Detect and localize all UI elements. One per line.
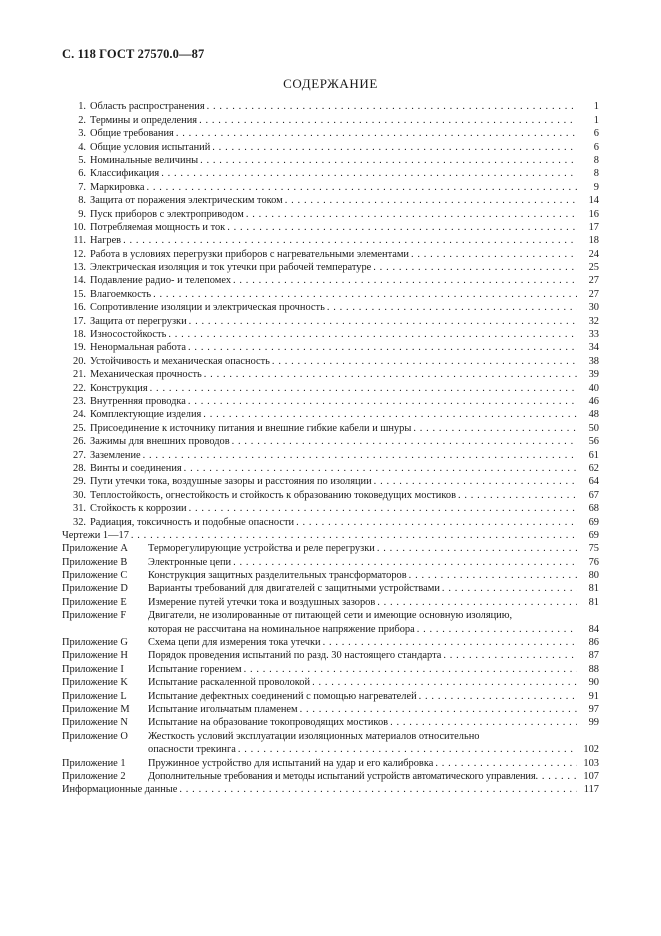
leader-dots: [419, 691, 577, 703]
entry-title: Жесткость условий эксплуатации изоляционных материалов относительно: [148, 730, 480, 742]
entry-page: 34: [588, 342, 599, 354]
leader-dots: [285, 195, 577, 207]
entry-number: 1.: [78, 101, 86, 113]
entry-number: 30.: [73, 489, 86, 501]
leader-dots: [233, 275, 577, 287]
toc-appendix: [62, 729, 599, 742]
entry-page: 17: [588, 221, 599, 233]
entry-number: 11.: [73, 235, 86, 247]
entry-number: 7.: [78, 181, 86, 193]
entry-page: 81: [588, 596, 599, 608]
appendix-label: Приложение K: [62, 677, 128, 689]
appendix-label: Приложение 2: [62, 770, 126, 782]
entry-number: 19.: [73, 342, 86, 354]
entry-number: 4.: [78, 141, 86, 153]
leader-dots: [203, 409, 577, 421]
entry-title: Измерение путей утечки тока и воздушных зазоров: [148, 596, 376, 608]
entry-page: 80: [588, 570, 599, 582]
toc-entry: [62, 341, 599, 354]
entry-page: 40: [588, 382, 599, 394]
entry-page: 18: [588, 235, 599, 247]
toc-entry: [62, 328, 599, 341]
toc-entry: [62, 448, 599, 461]
leader-dots: [131, 530, 577, 542]
entry-number: 8.: [78, 195, 86, 207]
entry-title: Классификация: [90, 168, 160, 180]
entry-page: 56: [588, 436, 599, 448]
entry-title: Термины и определения: [90, 114, 198, 126]
leader-dots: [413, 423, 577, 435]
leader-dots: [227, 222, 577, 234]
entry-page: 38: [588, 355, 599, 367]
toc-appendix: [62, 595, 599, 608]
entry-title: Испытание игольчатым пламенем: [148, 703, 298, 715]
entry-page: 84: [588, 623, 599, 635]
entry-title: Номинальные величины: [90, 154, 199, 166]
entry-page: 99: [588, 717, 599, 729]
leader-dots: [199, 115, 577, 127]
entry-title: Варианты требований для двигателей с защитными устройствами: [148, 583, 440, 595]
leader-dots: [143, 450, 577, 462]
entry-title: Испытание дефектных соединений с помощью нагревателей: [148, 690, 417, 702]
entry-page: 16: [588, 208, 599, 220]
leader-dots: [161, 168, 577, 180]
entry-page: 69: [588, 529, 599, 541]
toc-entry: [62, 354, 599, 367]
entry-page: 90: [588, 677, 599, 689]
entry-page: 91: [588, 690, 599, 702]
toc-title: СОДЕРЖАНИЕ: [283, 76, 378, 91]
leader-dots: [212, 142, 577, 154]
leader-dots: [327, 302, 577, 314]
entry-title: Пружинное устройство для испытаний на удар и его калибровка: [148, 757, 434, 769]
leader-dots: [409, 570, 577, 582]
entry-number: 23.: [73, 395, 86, 407]
entry-number: 17.: [73, 315, 86, 327]
entry-number: 10.: [73, 221, 86, 233]
toc-entry-drawings: [62, 529, 599, 542]
leader-dots: [232, 436, 577, 448]
leader-dots: [411, 249, 577, 261]
entry-number: 3.: [78, 128, 86, 140]
entry-title: Дополнительные требования и методы испытаний устройств автоматического управления: [148, 770, 536, 782]
toc-entry: [62, 100, 599, 113]
leader-dots: [123, 235, 577, 247]
appendix-label: Приложение L: [62, 690, 127, 702]
entry-page: 39: [588, 369, 599, 381]
leader-dots: [153, 289, 577, 301]
entry-page: 81: [588, 583, 599, 595]
entry-title: Испытание горением: [148, 663, 242, 675]
entry-page: 48: [588, 409, 599, 421]
entry-title: Электрическая изоляция и ток утечки при рабочей температуре: [90, 262, 372, 274]
entry-page: 107: [583, 770, 599, 782]
toc-entry: [62, 194, 599, 207]
entry-page: 103: [583, 757, 599, 769]
entry-title: Заземление: [90, 449, 141, 461]
leader-dots: [207, 101, 577, 113]
entry-number: 5.: [78, 154, 86, 166]
page-header: С. 118 ГОСТ 27570.0—87: [62, 47, 205, 61]
leader-dots: [312, 677, 577, 689]
entry-title: Терморегулирующие устройства и реле перегрузки: [148, 543, 375, 555]
appendix-label: Приложение 1: [62, 757, 126, 769]
leader-dots: [323, 637, 577, 649]
toc-appendix-continuation: [62, 743, 599, 756]
entry-page: 50: [588, 422, 599, 434]
entry-title: Пуск приборов с электроприводом: [90, 208, 244, 220]
entry-title: Сопротивление изоляции и электрическая прочность: [90, 302, 325, 314]
entry-title: Двигатели, не изолированные от питающей сети и имеющие основную изоляцию,: [148, 610, 513, 622]
leader-dots: [535, 771, 579, 783]
toc-appendix: [62, 636, 599, 649]
toc-entry: [62, 408, 599, 421]
toc-entry: [62, 234, 599, 247]
entry-title: Нагрев: [90, 235, 122, 247]
leader-dots: [377, 543, 577, 555]
leader-dots: [150, 383, 577, 395]
appendix-label: Приложение A: [62, 543, 128, 555]
leader-dots: [168, 329, 577, 341]
table-of-contents: [62, 100, 599, 796]
toc-appendix: [62, 569, 599, 582]
entry-page: 102: [583, 744, 599, 756]
entry-title: Винты и соединения: [90, 462, 182, 474]
entry-title: Испытание раскаленной проволокой: [148, 677, 311, 689]
appendix-label: Приложение D: [62, 583, 128, 595]
leader-dots: [238, 744, 577, 756]
leader-dots: [184, 463, 577, 475]
toc-entry: [62, 462, 599, 475]
entry-page: 32: [588, 315, 599, 327]
entry-number: 29.: [73, 476, 86, 488]
toc-appendix: [62, 662, 599, 675]
leader-dots: [189, 503, 577, 515]
toc-entry: [62, 488, 599, 501]
entry-page: 87: [588, 650, 599, 662]
entry-title: Влагоемкость: [90, 288, 152, 300]
leader-dots: [458, 490, 577, 502]
entry-number: 13.: [73, 262, 86, 274]
entry-page: 64: [588, 476, 599, 488]
entry-title: Радиация, токсичность и подобные опасности: [90, 516, 295, 528]
leader-dots: [244, 664, 577, 676]
toc-entry: [62, 221, 599, 234]
toc-appendix: [62, 649, 599, 662]
appendix-label: Приложение C: [62, 570, 128, 582]
appendix-label: Приложение B: [62, 556, 128, 568]
entry-title: Испытание на образование токопроводящих мостиков: [148, 717, 389, 729]
leader-dots: [233, 557, 577, 569]
leader-dots: [189, 316, 577, 328]
toc-entry: [62, 180, 599, 193]
entry-title: Область распространения: [90, 101, 205, 113]
entry-page: 33: [588, 329, 599, 341]
entry-page: 61: [588, 449, 599, 461]
toc-appendix: [62, 676, 599, 689]
leader-dots: [176, 128, 577, 140]
toc-entry: [62, 301, 599, 314]
entry-title: Ненормальная работа: [90, 342, 187, 354]
leader-dots: [300, 704, 577, 716]
entry-number: 32.: [73, 516, 86, 528]
toc-appendix: [62, 542, 599, 555]
entry-title: Работа в условиях перегрузки приборов с нагревательными элементами: [90, 248, 409, 260]
entry-number: 20.: [73, 355, 86, 367]
leader-dots: [272, 356, 577, 368]
entry-title: Устойчивость и механическая опасность: [90, 355, 270, 367]
entry-title: Электронные цепи: [148, 556, 232, 568]
entry-page: 88: [588, 663, 599, 675]
entry-page: 75: [588, 543, 599, 555]
entry-number: 28.: [73, 462, 86, 474]
entry-page: 86: [588, 637, 599, 649]
toc-entry: [62, 127, 599, 140]
toc-appendix: [62, 555, 599, 568]
toc-entry-info: [62, 783, 599, 796]
entry-title-continued: которая не рассчитана на номинальное напряжение прибора: [148, 623, 415, 635]
toc-entry: [62, 207, 599, 220]
entry-title: Механическая прочность: [90, 369, 202, 381]
entry-page: 30: [588, 302, 599, 314]
toc-appendix: [62, 689, 599, 702]
entry-number: 6.: [78, 168, 86, 180]
entry-title: Общие требования: [90, 128, 174, 140]
entry-number: 12.: [73, 248, 86, 260]
entry-number: 14.: [73, 275, 86, 287]
entry-title-continued: опасности трекинга: [148, 744, 236, 756]
toc-entry: [62, 515, 599, 528]
entry-page: 27: [588, 275, 599, 287]
leader-dots: [377, 597, 577, 609]
entry-title: Износостойкость: [90, 329, 167, 341]
toc-entry: [62, 368, 599, 381]
leader-dots: [204, 369, 577, 381]
toc-entry: [62, 475, 599, 488]
entry-title: Комплектующие изделия: [90, 409, 202, 421]
entry-page: 69: [588, 516, 599, 528]
leader-dots: [146, 182, 577, 194]
entry-page: 8: [593, 168, 599, 180]
entry-title: Информационные данные: [62, 784, 178, 796]
toc-entry: [62, 502, 599, 515]
toc-appendix: [62, 582, 599, 595]
toc-appendix: [62, 703, 599, 716]
entry-title: Подавление радио- и телепомех: [90, 275, 232, 287]
toc-entry: [62, 395, 599, 408]
leader-dots: [442, 583, 577, 595]
appendix-label: Приложение I: [62, 663, 124, 675]
toc-entry: [62, 381, 599, 394]
toc-entry: [62, 435, 599, 448]
entry-page: 117: [583, 784, 599, 796]
entry-page: 68: [588, 503, 599, 515]
toc-entry: [62, 274, 599, 287]
leader-dots: [188, 396, 577, 408]
leader-dots: [188, 342, 577, 354]
entry-page: 1: [593, 114, 599, 126]
entry-title: Присоединение к источнику питания и внешние гибкие кабели и шнуры: [90, 422, 412, 434]
entry-page: 6: [593, 128, 599, 140]
entry-title: Маркировка: [90, 181, 145, 193]
entry-page: 24: [588, 248, 599, 260]
toc-entry: [62, 247, 599, 260]
entry-page: 97: [588, 703, 599, 715]
entry-title: Зажимы для внешних проводов: [90, 436, 230, 448]
entry-title: Пути утечки тока, воздушные зазоры и расстояния по изоляции: [90, 476, 372, 488]
toc-entry: [62, 287, 599, 300]
leader-dots: [374, 476, 577, 488]
entry-number: 21.: [73, 369, 86, 381]
toc-entry: [62, 154, 599, 167]
entry-title: Схема цепи для измерения тока утечки: [148, 637, 321, 649]
entry-page: 1: [593, 101, 599, 113]
appendix-label: Приложение H: [62, 650, 128, 662]
toc-entry: [62, 113, 599, 126]
appendix-label: Приложение N: [62, 717, 128, 729]
entry-title: Конструкция: [90, 382, 148, 394]
entry-page: 27: [588, 288, 599, 300]
leader-dots: [246, 209, 577, 221]
entry-title: Внутренняя проводка: [90, 395, 186, 407]
entry-number: 22.: [73, 382, 86, 394]
entry-page: 76: [588, 556, 599, 568]
toc-appendix: [62, 756, 599, 769]
appendix-label: Приложение M: [62, 703, 130, 715]
entry-page: 67: [588, 489, 599, 501]
entry-number: 15.: [73, 288, 86, 300]
entry-title: Порядок проведения испытаний по разд. 30 настоящего стандарта: [148, 650, 442, 662]
entry-number: 24.: [73, 409, 86, 421]
leader-dots: [296, 517, 577, 529]
entry-number: 26.: [73, 436, 86, 448]
entry-title: Защита от перегрузки: [90, 315, 187, 327]
entry-page: 14: [588, 195, 599, 207]
toc-appendix: [62, 770, 599, 783]
appendix-label: Приложение O: [62, 730, 128, 742]
leader-dots: [443, 650, 577, 662]
entry-number: 25.: [73, 422, 86, 434]
leader-dots: [179, 784, 577, 796]
appendix-label: Приложение G: [62, 637, 128, 649]
entry-title: Чертежи 1—17: [62, 529, 129, 541]
leader-dots: [417, 624, 577, 636]
leader-dots: [435, 758, 577, 770]
entry-number: 18.: [73, 329, 86, 341]
entry-title: Общие условия испытаний: [90, 141, 211, 153]
toc-entry: [62, 140, 599, 153]
toc-entry: [62, 167, 599, 180]
entry-number: 27.: [73, 449, 86, 461]
entry-page: 25: [588, 262, 599, 274]
entry-number: 31.: [73, 503, 86, 515]
entry-title: Потребляемая мощность и ток: [90, 221, 226, 233]
toc-appendix-continuation: [62, 622, 599, 635]
entry-page: 8: [593, 154, 599, 166]
leader-dots: [390, 717, 577, 729]
leader-dots: [373, 262, 577, 274]
toc-appendix: [62, 716, 599, 729]
toc-entry: [62, 421, 599, 434]
appendix-label: Приложение E: [62, 596, 127, 608]
entry-title: Конструкция защитных разделительных трансформаторов: [148, 570, 407, 582]
leader-dots: [200, 155, 577, 167]
entry-title: Защита от поражения электрическим током: [90, 195, 283, 207]
entry-title: Стойкость к коррозии: [90, 503, 187, 515]
appendix-label: Приложение F: [62, 610, 127, 622]
entry-page: 6: [593, 141, 599, 153]
entry-number: 9.: [78, 208, 86, 220]
entry-page: 46: [588, 395, 599, 407]
entry-title: Теплостойкость, огнестойкость и стойкость к образованию токоведущих мостиков: [90, 489, 456, 501]
entry-page: 62: [588, 462, 599, 474]
toc-appendix: [62, 609, 599, 622]
toc-entry: [62, 314, 599, 327]
entry-page: 9: [593, 181, 599, 193]
entry-number: 16.: [73, 302, 86, 314]
toc-entry: [62, 261, 599, 274]
entry-number: 2.: [78, 114, 86, 126]
